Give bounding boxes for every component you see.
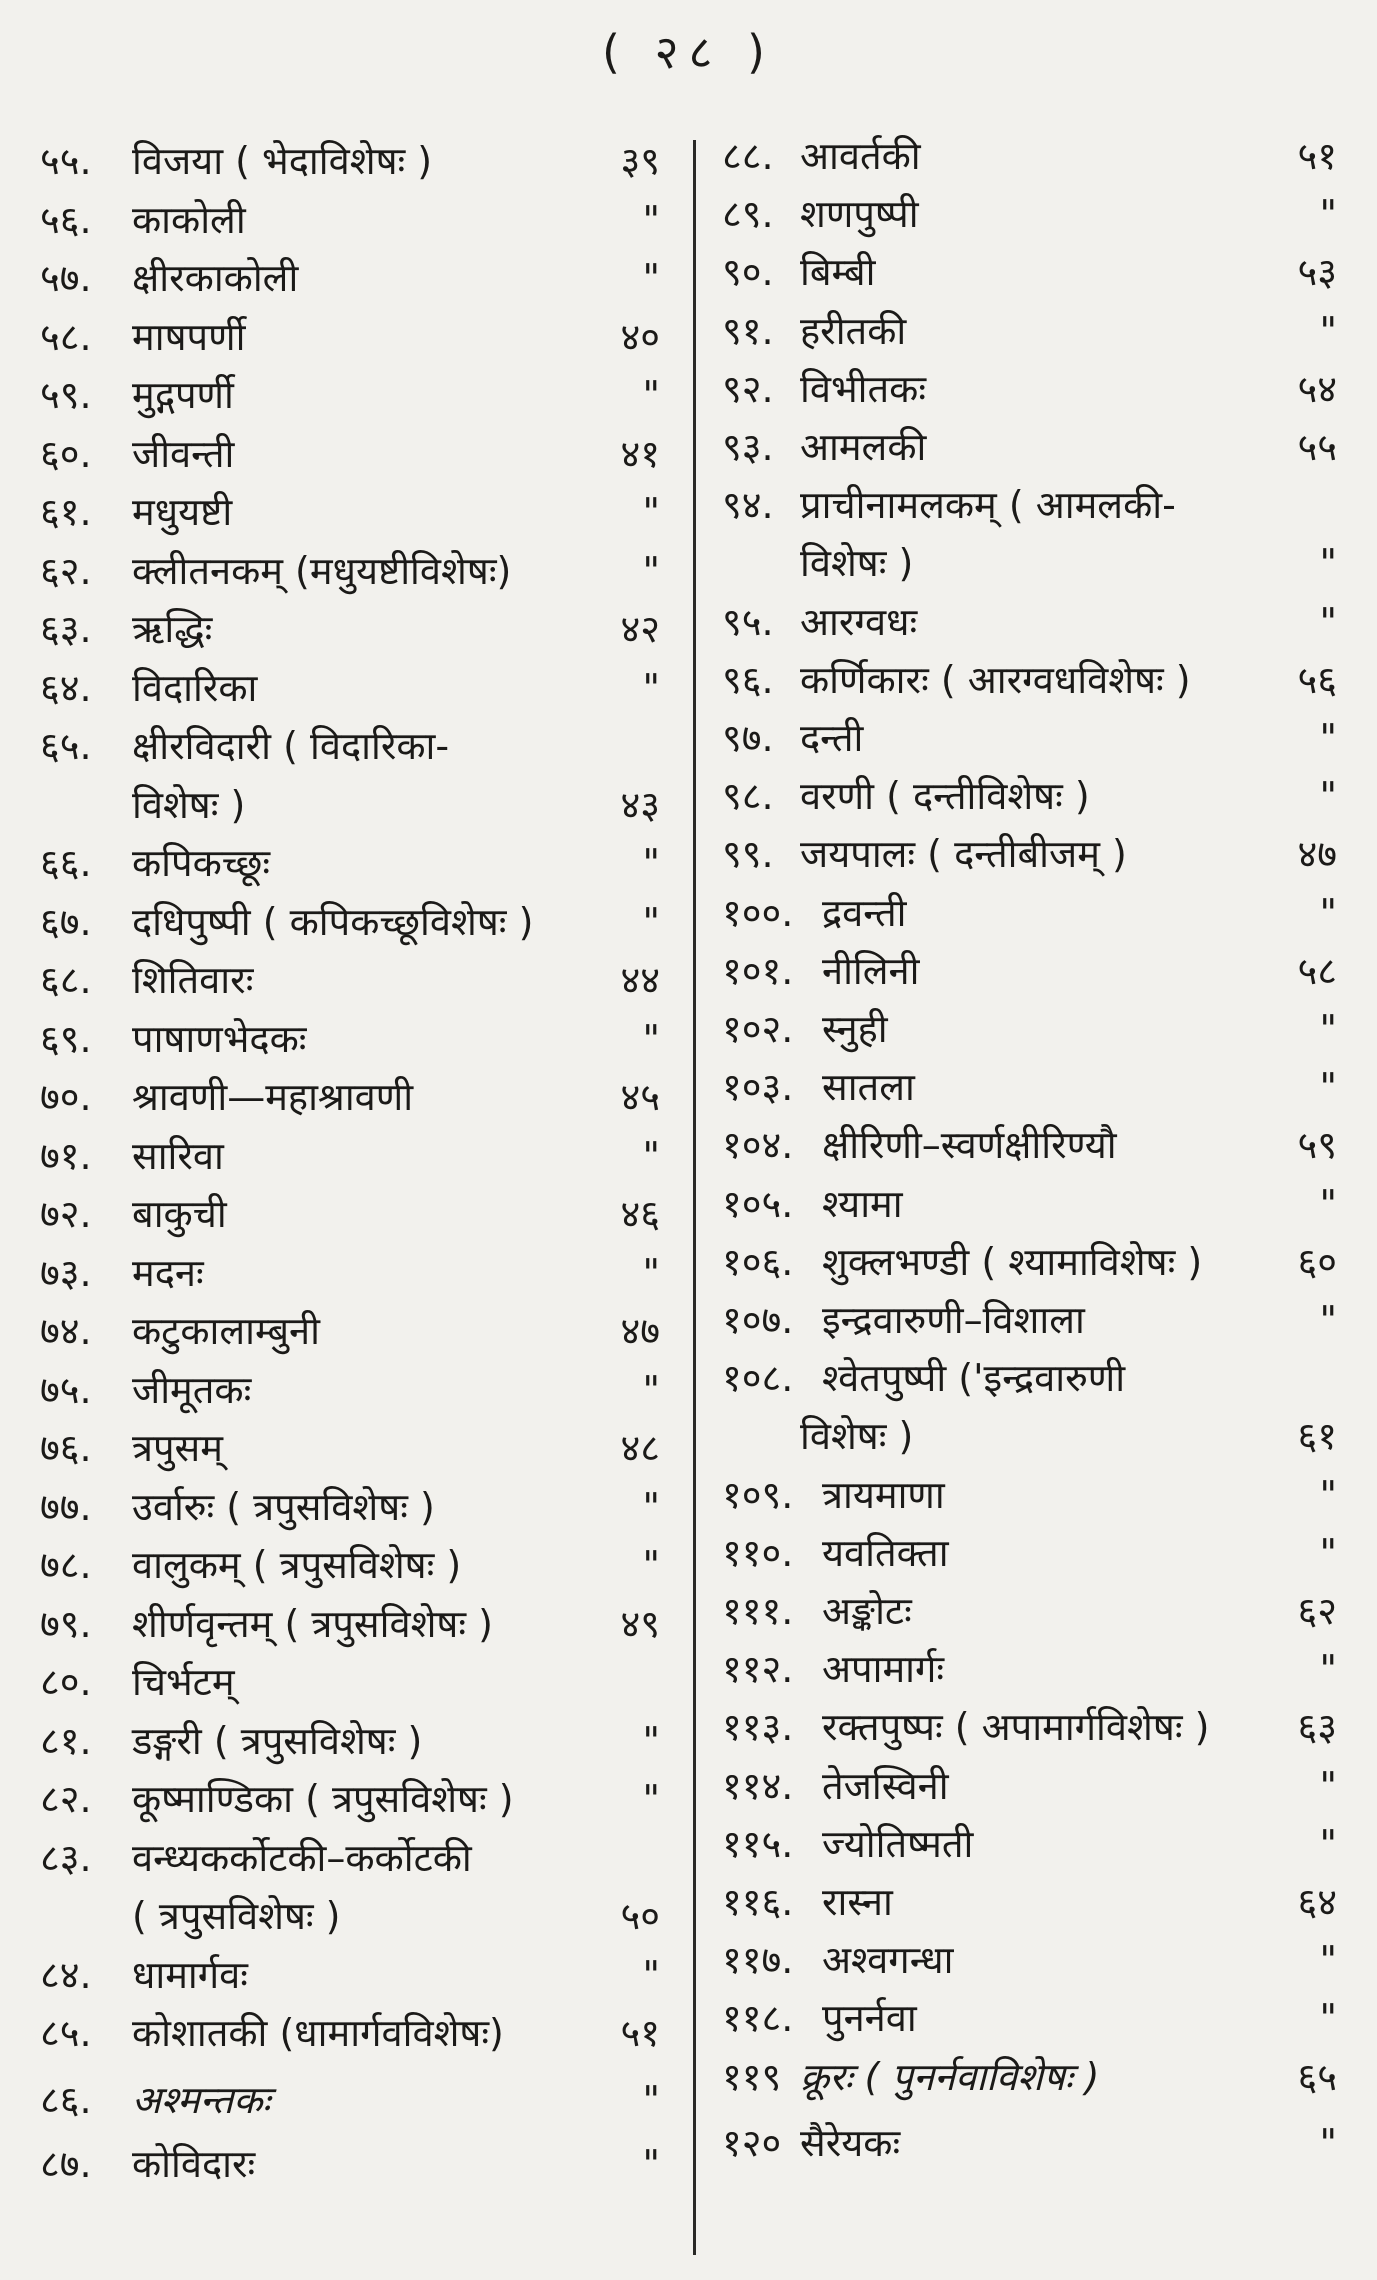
index-entry <box>40 135 660 187</box>
entry-page: " <box>1319 541 1337 586</box>
entry-name: सातला <box>822 1065 915 1110</box>
entry-name: कूष्माण्डिका ( त्रपुसविशेषः ) <box>132 1777 514 1821</box>
entry-page: ४७ <box>620 1309 660 1353</box>
entry-page: " <box>1319 1065 1337 1110</box>
entry-name: शीर्णवृन्तम् ( त्रपुसविशेषः ) <box>132 1601 493 1646</box>
index-entry <box>722 1701 1337 1753</box>
entry-number: ६६. <box>40 841 92 885</box>
entry-number: ९५. <box>722 599 774 644</box>
entry-page: ६४ <box>1297 1880 1337 1924</box>
entry-number: ११०. <box>722 1530 794 1575</box>
column-divider <box>693 140 696 2255</box>
entry-page: ५९ <box>1297 1123 1337 1168</box>
entry-name: दधिपुष्पी ( कपिकच्छूविशेषः ) <box>132 899 534 944</box>
entry-name: बाकुची <box>132 1192 227 1236</box>
entry-number: ७९. <box>40 1601 92 1646</box>
entry-page: ४७ <box>1297 832 1337 877</box>
entry-page: ४० <box>620 314 660 359</box>
entry-page: " <box>642 841 660 885</box>
entry-number: ९२. <box>722 366 774 411</box>
entry-name: जीवन्ती <box>132 431 235 476</box>
entry-page: ५८ <box>1297 948 1337 993</box>
entry-name: शितिवारः <box>132 958 254 1002</box>
index-entry <box>40 2007 660 2059</box>
entry-number: १०३. <box>722 1065 794 1110</box>
index-entry <box>40 1188 660 1240</box>
entry-name: क्लीतनकम् (मधुयष्टीविशेषः) <box>132 548 512 593</box>
entry-page: " <box>1319 599 1337 644</box>
entry-number: ८०. <box>40 1660 92 1704</box>
entry-name: काकोली <box>132 197 246 242</box>
entry-number: १०८. <box>722 1356 794 1401</box>
index-entry <box>40 1422 660 1474</box>
entry-page: " <box>642 197 660 242</box>
entry-number: ८१. <box>40 1718 92 1763</box>
entry-number: ७६. <box>40 1426 92 1470</box>
index-entry <box>40 369 660 421</box>
entry-number: ८८. <box>722 134 774 178</box>
entry-page: " <box>642 490 660 534</box>
index-entry <box>722 1061 1337 1113</box>
entry-number: ११५. <box>722 1821 794 1866</box>
entry-name: वन्ध्यकर्कोटकी–कर्कोटकी <box>132 1835 472 1880</box>
entry-page: " <box>1319 1763 1337 1808</box>
entry-page: ४४ <box>620 958 660 1002</box>
right-column <box>722 0 1337 2280</box>
entry-page: ५६ <box>1297 657 1337 702</box>
index-entry <box>722 1585 1337 1637</box>
index-entry <box>722 1469 1337 1521</box>
entry-page: " <box>642 899 660 944</box>
entry-number: ११८. <box>722 1996 794 2041</box>
index-entry <box>40 603 660 655</box>
entry-page: ६१ <box>1297 1414 1337 1459</box>
entry-name: विशेषः ) <box>800 541 914 586</box>
index-entry <box>722 130 1337 182</box>
entry-page: ४१ <box>620 431 660 476</box>
entry-name: चिर्भटम् <box>132 1660 235 1704</box>
index-entry-continuation <box>40 1890 660 1942</box>
index-entry <box>40 1364 660 1416</box>
index-entry <box>722 2051 1337 2103</box>
entry-number: ८६. <box>40 2077 92 2122</box>
entry-name: विशेषः ) <box>800 1414 914 1459</box>
entry-page: " <box>642 1952 660 1997</box>
index-entry <box>40 1773 660 1825</box>
entry-name: रास्ना <box>822 1880 893 1924</box>
entry-name: कपिकच्छूः <box>132 841 271 885</box>
entry-name: दन्ती <box>800 716 864 760</box>
index-entry <box>722 1643 1337 1695</box>
index-entry-continuation <box>722 1410 1337 1462</box>
entry-number: ११२. <box>722 1647 794 1692</box>
entry-page: ४६ <box>620 1192 660 1236</box>
entry-page: ५१ <box>1297 134 1337 178</box>
entry-name: क्षीरकाकोली <box>132 256 299 300</box>
entry-number: ६४. <box>40 665 92 710</box>
index-entry <box>40 1130 660 1182</box>
entry-name: द्रवन्ती <box>822 890 907 935</box>
entry-name: मधुयष्टी <box>132 490 233 534</box>
entry-number: ७१. <box>40 1133 92 1178</box>
entry-name: अपामार्गः <box>822 1647 945 1692</box>
entry-number: ८९. <box>722 192 774 237</box>
entry-name: हरीतकी <box>800 308 907 353</box>
index-entry <box>722 1352 1337 1404</box>
left-column <box>40 0 660 2280</box>
entry-page: ४२ <box>620 607 660 651</box>
index-entry <box>722 1003 1337 1055</box>
entry-number: ९३. <box>722 425 774 469</box>
entry-page: " <box>642 1777 660 1821</box>
index-entry <box>40 954 660 1006</box>
index-entry <box>722 712 1337 764</box>
entry-page: " <box>642 1484 660 1529</box>
entry-name: श्यामा <box>822 1181 903 1226</box>
entry-number: ९७. <box>722 716 774 760</box>
index-entry <box>722 654 1337 706</box>
index-entry-continuation <box>40 779 660 831</box>
entry-page: " <box>1319 2120 1337 2165</box>
entry-page: ४५ <box>620 1075 660 1119</box>
index-entry <box>722 2117 1337 2169</box>
entry-number: ८७. <box>40 2142 92 2186</box>
entry-page: " <box>642 1367 660 1412</box>
entry-page: " <box>1319 308 1337 353</box>
entry-page: " <box>642 256 660 300</box>
entry-page: " <box>642 665 660 710</box>
index-entry <box>40 1598 660 1650</box>
entry-number: १०६. <box>722 1239 794 1284</box>
entry-name: नीलिनी <box>822 948 920 993</box>
index-entry <box>722 596 1337 648</box>
index-entry <box>722 1119 1337 1171</box>
page-number: ( २८ ) <box>602 25 775 79</box>
entry-page: ५१ <box>620 2011 660 2055</box>
entry-number: ७८. <box>40 1543 92 1587</box>
entry-number: १०१. <box>722 948 794 993</box>
entry-number: ११९ <box>722 2054 782 2099</box>
entry-number: ५५. <box>40 139 92 183</box>
entry-number: १०७. <box>722 1298 794 1342</box>
index-entry <box>722 421 1337 473</box>
entry-number: ११३. <box>722 1705 794 1750</box>
entry-number: १११. <box>722 1589 794 1633</box>
entry-name: आमलकी <box>800 425 927 469</box>
index-entry <box>722 1294 1337 1346</box>
entry-name: जीमूतकः <box>132 1367 252 1412</box>
index-entry <box>40 1305 660 1357</box>
entry-number: १०५. <box>722 1181 794 1226</box>
entry-name: आरग्वधः <box>800 599 918 644</box>
entry-name: पुनर्नवा <box>822 1996 917 2041</box>
index-entry <box>40 2138 660 2190</box>
entry-name: विदारिका <box>132 665 258 710</box>
entry-name: विशेषः ) <box>132 782 246 827</box>
entry-page: " <box>642 548 660 593</box>
entry-page: " <box>1319 192 1337 237</box>
entry-page: " <box>1319 716 1337 760</box>
entry-number: १२० <box>722 2120 782 2165</box>
index-entry <box>40 1949 660 2001</box>
entry-page: " <box>642 373 660 417</box>
entry-page: " <box>1319 1821 1337 1866</box>
entry-number: ८३. <box>40 1835 92 1880</box>
entry-page: " <box>642 2077 660 2122</box>
entry-name: सैरेयकः <box>800 2120 901 2165</box>
index-entry <box>722 246 1337 298</box>
index-entry <box>40 2074 660 2126</box>
entry-name: अश्मन्तकः <box>132 2077 271 2122</box>
index-entry <box>722 945 1337 997</box>
entry-name: ऋद्धिः <box>132 607 213 651</box>
entry-number: ५६. <box>40 197 92 242</box>
entry-number: ६०. <box>40 431 92 476</box>
entry-number: ६९. <box>40 1016 92 1061</box>
entry-number: ६१. <box>40 490 92 534</box>
entry-page: " <box>1319 1472 1337 1517</box>
entry-number: १०२. <box>722 1007 794 1051</box>
entry-number: ७२. <box>40 1192 92 1236</box>
entry-page: " <box>642 1016 660 1061</box>
index-entry <box>40 1832 660 1884</box>
entry-page: ५५ <box>1297 425 1337 469</box>
index-entry <box>40 896 660 948</box>
index-entry <box>722 828 1337 880</box>
entry-page: ६२ <box>1297 1589 1337 1633</box>
entry-page: " <box>1319 1007 1337 1051</box>
entry-name: वरणी ( दन्तीविशेषः ) <box>800 774 1090 819</box>
entry-name: डङ्गरी ( त्रपुसविशेषः ) <box>132 1718 423 1763</box>
entry-name: अश्वगन्धा <box>822 1938 954 1983</box>
entry-name: कर्णिकारः ( आरग्वधविशेषः ) <box>800 657 1191 702</box>
entry-page: ३९ <box>620 139 660 183</box>
entry-name: प्राचीनामलकम् ( आमलकी- <box>800 483 1176 528</box>
entry-number: ९०. <box>722 250 774 295</box>
entry-number: १०९. <box>722 1472 794 1517</box>
index-entry <box>40 1656 660 1708</box>
entry-name: कटुकालाम्बुनी <box>132 1309 320 1353</box>
index-entry <box>722 1236 1337 1288</box>
entry-name: स्नुही <box>822 1007 888 1051</box>
entry-name: सारिवा <box>132 1133 224 1178</box>
index-entry <box>40 1539 660 1591</box>
index-entry <box>40 720 660 772</box>
entry-page: ६० <box>1297 1239 1337 1284</box>
entry-page: " <box>1319 774 1337 819</box>
entry-name: बिम्बी <box>800 250 876 295</box>
entry-name: विजया ( भेदाविशेषः ) <box>132 139 433 183</box>
entry-page: " <box>1319 1298 1337 1342</box>
entry-number: ८४. <box>40 1952 92 1997</box>
entry-name: क्षीरिणी–स्वर्णक्षीरिण्यौ <box>822 1123 1117 1168</box>
index-entry <box>40 311 660 363</box>
entry-page: ५४ <box>1297 366 1337 411</box>
entry-page: " <box>1319 1996 1337 2041</box>
entry-name: श्वेतपुष्पी ('इन्द्रवारुणी <box>822 1356 1126 1401</box>
entry-name: ज्योतिष्मती <box>822 1821 974 1866</box>
entry-name: पाषाणभेदकः <box>132 1016 307 1061</box>
index-entry <box>40 1247 660 1299</box>
entry-name: माषपर्णी <box>132 314 246 359</box>
index-entry <box>40 1481 660 1533</box>
entry-name: शणपुष्पी <box>800 192 919 237</box>
entry-page: ६५ <box>1297 2054 1337 2099</box>
entry-name: क्रूरः ( पुनर्नवाविशेषः ) <box>800 2054 1100 2099</box>
entry-page: " <box>1319 890 1337 935</box>
entry-page: " <box>1319 1647 1337 1692</box>
entry-name: रक्तपुष्पः ( अपामार्गविशेषः ) <box>822 1705 1210 1750</box>
entry-number: ११७. <box>722 1938 794 1983</box>
entry-number: ११६. <box>722 1880 794 1924</box>
entry-page: ४८ <box>620 1426 660 1470</box>
index-entry <box>722 1876 1337 1928</box>
index-entry <box>722 1760 1337 1812</box>
entry-name: कोशातकी (धामार्गवविशेषः) <box>132 2011 504 2055</box>
entry-number: ६८. <box>40 958 92 1002</box>
index-entry <box>40 428 660 480</box>
index-entry <box>40 1013 660 1065</box>
index-entry <box>722 1818 1337 1870</box>
index-entry <box>722 188 1337 240</box>
entry-name: त्रायमाणा <box>822 1472 945 1517</box>
entry-number: ५९. <box>40 373 92 417</box>
entry-name: श्रावणी—महाश्रावणी <box>132 1075 414 1119</box>
entry-name: उर्वारुः ( त्रपुसविशेषः ) <box>132 1484 435 1529</box>
entry-number: ८५. <box>40 2011 92 2055</box>
index-entry <box>722 1934 1337 1986</box>
entry-number: १००. <box>722 890 794 935</box>
entry-number: ६२. <box>40 548 92 593</box>
entry-page: ५३ <box>1297 250 1337 295</box>
entry-number: ९६. <box>722 657 774 702</box>
entry-name: मदनः <box>132 1250 204 1295</box>
index-entry <box>722 1527 1337 1579</box>
entry-name: आवर्तकी <box>800 134 921 178</box>
entry-name: जयपालः ( दन्तीबीजम् ) <box>800 832 1127 877</box>
entry-name: कोविदारः <box>132 2142 256 2186</box>
entry-page: " <box>1319 1530 1337 1575</box>
entry-number: ६५. <box>40 724 92 768</box>
entry-number: ७३. <box>40 1250 92 1295</box>
index-entry <box>40 545 660 597</box>
index-entry <box>40 662 660 714</box>
entry-page: " <box>1319 1181 1337 1226</box>
index-entry <box>40 837 660 889</box>
index-entry <box>722 479 1337 531</box>
entry-name: त्रपुसम् <box>132 1426 223 1470</box>
entry-number: ९१. <box>722 308 774 353</box>
entry-number: ९४. <box>722 483 774 528</box>
entry-name: ( त्रपुसविशेषः ) <box>132 1894 341 1938</box>
entry-number: ५७. <box>40 256 92 300</box>
entry-page: " <box>1319 1938 1337 1983</box>
entry-number: ९८. <box>722 774 774 819</box>
entry-number: ६७. <box>40 899 92 944</box>
entry-number: ११४. <box>722 1763 794 1808</box>
entry-name: वालुकम् ( त्रपुसविशेषः ) <box>132 1543 462 1587</box>
index-entry <box>722 1992 1337 2044</box>
entry-page: " <box>642 1718 660 1763</box>
entry-number: १०४. <box>722 1123 794 1168</box>
entry-name: धामार्गवः <box>132 1952 248 1997</box>
entry-number: ५८. <box>40 314 92 359</box>
entry-number: ७५. <box>40 1367 92 1412</box>
entry-name: क्षीरविदारी ( विदारिका- <box>132 724 450 768</box>
entry-page: " <box>642 1133 660 1178</box>
entry-page: ६३ <box>1297 1705 1337 1750</box>
entry-number: ७०. <box>40 1075 92 1119</box>
entry-name: मुद्गपर्णी <box>132 373 234 417</box>
entry-number: ७४. <box>40 1309 92 1353</box>
entry-name: विभीतकः <box>800 366 927 411</box>
entry-name: शुक्लभण्डी ( श्यामाविशेषः ) <box>822 1239 1203 1284</box>
entry-page: ४३ <box>620 782 660 827</box>
index-entry <box>40 1071 660 1123</box>
index-entry <box>722 363 1337 415</box>
entry-name: तेजस्विनी <box>822 1763 949 1808</box>
index-entry <box>40 1715 660 1767</box>
entry-page: " <box>642 2142 660 2186</box>
index-entry <box>40 486 660 538</box>
index-entry <box>40 252 660 304</box>
entry-number: ६३. <box>40 607 92 651</box>
entry-page: " <box>642 1250 660 1295</box>
index-entry <box>722 887 1337 939</box>
index-entry-continuation <box>722 537 1337 589</box>
entry-name: यवतिक्ता <box>822 1530 949 1575</box>
index-entry <box>722 305 1337 357</box>
index-entry <box>40 194 660 246</box>
entry-number: ९९. <box>722 832 774 877</box>
entry-number: ८२. <box>40 1777 92 1821</box>
entry-page: ४९ <box>620 1601 660 1646</box>
entry-name: इन्द्रवारुणी–विशाला <box>822 1298 1085 1342</box>
index-entry <box>722 1178 1337 1230</box>
entry-number: ७७. <box>40 1484 92 1529</box>
entry-page: ५० <box>620 1894 660 1938</box>
entry-name: अङ्कोटः <box>822 1589 912 1633</box>
entry-page: " <box>642 1543 660 1587</box>
index-entry <box>722 770 1337 822</box>
